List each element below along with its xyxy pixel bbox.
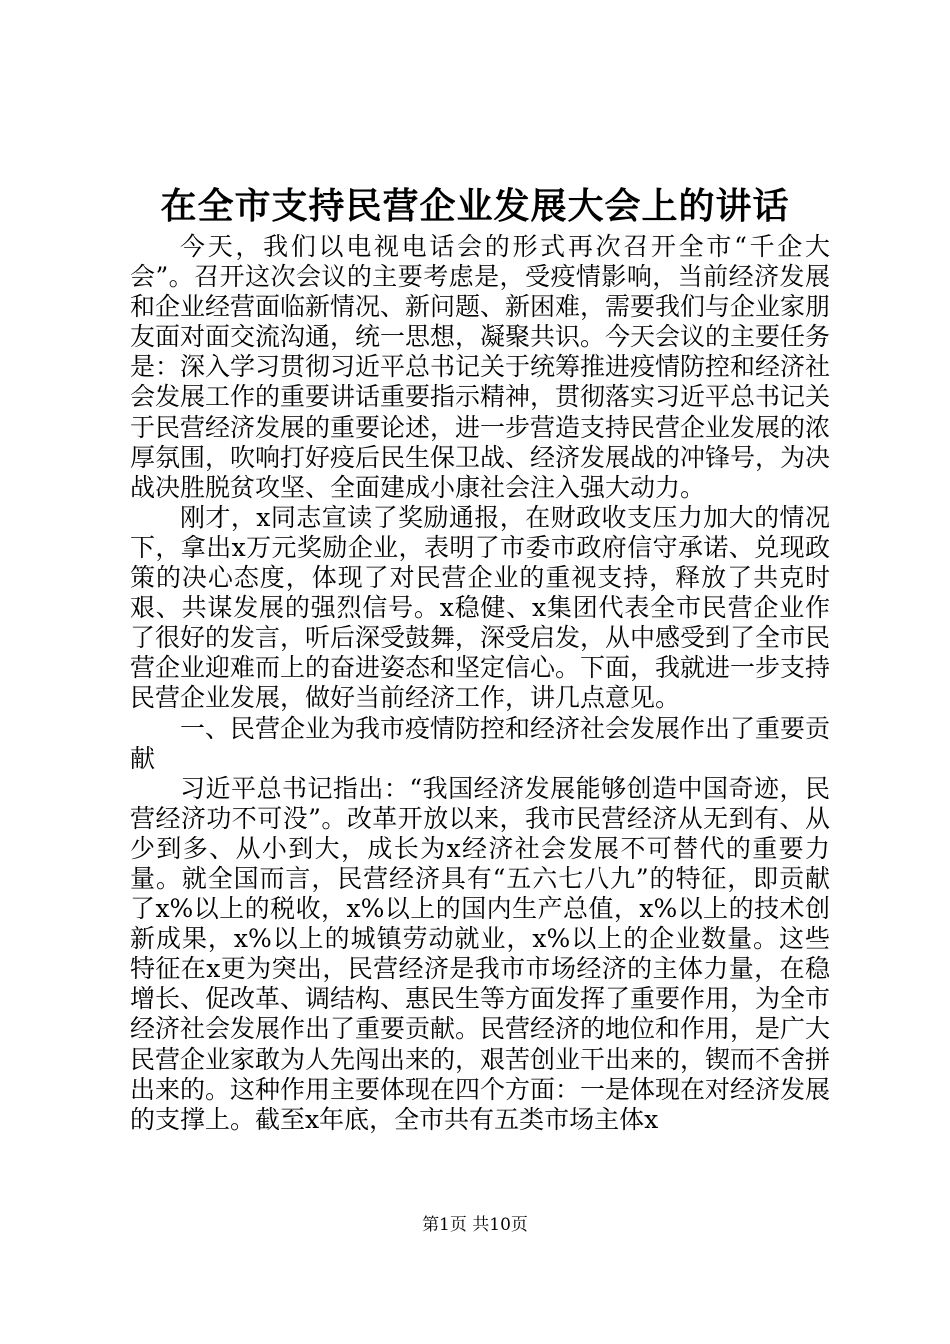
section-heading-1: 一、民营企业为我市疫情防控和经济社会发展作出了重要贡献 [130, 713, 831, 773]
paragraph-contribution: 习近平总书记指出：“我国经济发展能够创造中国奇迹，民营经济功不可没”。改革开放以来，我市民营经济从无到有、从少到多、从小到大，成长为x经济社会发展不可替代的重要力量。就全国而言，民营经济具有“五六七八九”的特征，即贡献了x%以上的税收，x%以上的国内生产总值，x%以上的技术创新成果，x%以上的城镇劳动就业，x%以上的企业数量。这些特征在x更为突出，民营经济是我市市场经济的主体力量，在稳增长、促改革、调结构、惠民生等方面发挥了重要作用，为全市经济社会发展作出了重要贡献。民营经济的地位和作用，是广大民营企业家敢为人先闯出来的，艰苦创业干出来的，锲而不舍拼出来的。这种作用主要体现在四个方面：一是体现在对经济发展的支撑上。截至x年底，全市共有五类市场主体x [130, 773, 831, 1134]
paragraph-opening: 今天，我们以电视电话会的形式再次召开全市“千企大会”。召开这次会议的主要考虑是，受疫情影响，当前经济发展和企业经营面临新情况、新问题、新困难，需要我们与企业家朋友面对面交流沟通，统一思想，凝聚共识。今天会议的主要任务是：深入学习贯彻习近平总书记关于统筹推进疫情防控和经济社会发展工作的重要讲话重要指示精神，贯彻落实习近平总书记关于民营经济发展的重要论述，进一步营造支持民营企业发展的浓厚氛围，吹响打好疫后民生保卫战、经济发展战的冲锋号，为决战决胜脱贫攻坚、全面建成小康社会注入强大动力。 [130, 232, 831, 502]
paragraph-awards: 刚才，x同志宣读了奖励通报，在财政收支压力加大的情况下，拿出x万元奖励企业，表明了市委市政府信守承诺、兑现政策的决心态度，体现了对民营企业的重视支持，释放了共克时艰、共谋发展的强烈信号。x稳健、x集团代表全市民营企业作了很好的发言，听后深受鼓舞，深受启发，从中感受到了全市民营企业迎难而上的奋进姿态和坚定信心。下面，我就进一步支持民营企业发展，做好当前经济工作，讲几点意见。 [130, 502, 831, 713]
page-footer: 第1页 共10页 [422, 1215, 528, 1235]
document-body [130, 232, 830, 1135]
document-title: 在全市支持民营企业发展大会上的讲话 [160, 185, 790, 228]
